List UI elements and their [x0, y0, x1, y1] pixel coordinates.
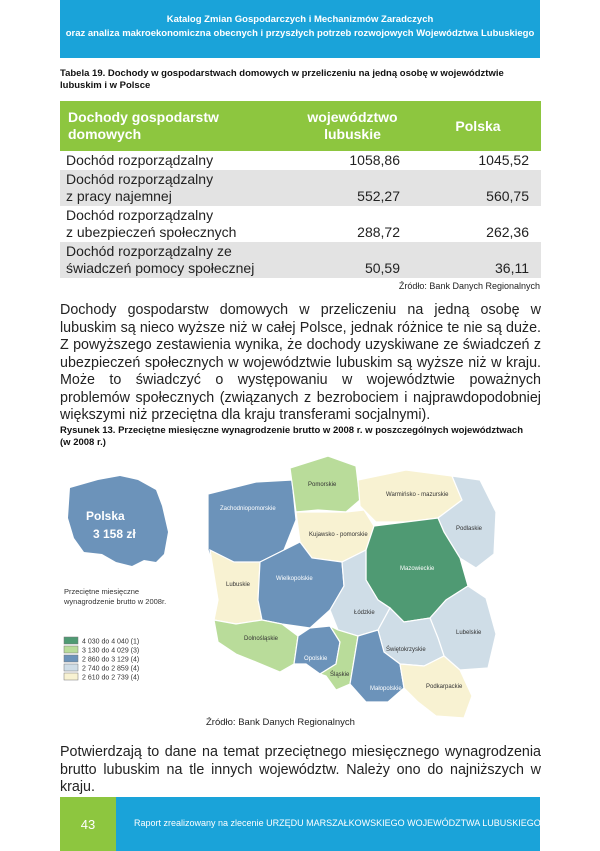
- income-table: [60, 101, 541, 278]
- region-label: Opolskie: [304, 656, 328, 662]
- value-polska: 1045,52: [478, 152, 529, 168]
- table-caption-line-1: Tabela 19. Dochody w gospodarstwach domowych w przeliczeniu na jedną osobę w województwie: [60, 68, 504, 79]
- footer-text: Raport zrealizowany na zlecenie URZĘDU MARSZAŁKOWSKIEGO WOJEWÓDZTWA LUBUSKIEGO: [134, 818, 541, 828]
- region-label: Śląskie: [330, 672, 350, 678]
- wage-map-figure: [60, 450, 541, 735]
- table-caption: [60, 68, 540, 92]
- region-label: Wielkopolskie: [276, 576, 313, 582]
- legend-label-4: 2 610 do 2 739 (4): [82, 674, 140, 682]
- paragraph-2: Potwierdzają to dane na temat przeciętnego miesięcznego wynagrodzenia brutto lubuskim na tle innych województw. Należy ono do najniższych w kraju.: [60, 744, 541, 795]
- table-header-row: [60, 101, 541, 151]
- header-line-1: Katalog Zmian Gospodarczych i Mechanizmów Zaradczych: [166, 14, 434, 25]
- legend: [64, 637, 139, 682]
- legend-swatch-1: [64, 646, 78, 653]
- region-label: Podlaskie: [456, 526, 483, 532]
- legend-swatch-0: [64, 637, 78, 644]
- map-source: Źródło: Bank Danych Regionalnych: [206, 717, 355, 728]
- table-row: [60, 206, 541, 242]
- poland-value: 3 158 zł: [93, 527, 136, 541]
- legend-swatch-4: [64, 673, 78, 680]
- page-number: 43: [60, 797, 116, 851]
- legend-title-line-2: wynagrodzenie brutto w 2008r.: [64, 597, 167, 606]
- table-row: [60, 151, 541, 170]
- legend-label-3: 2 740 do 2 859 (4): [82, 665, 140, 673]
- figure-caption-line-2: (w 2008 r.): [60, 437, 106, 448]
- page-header: [60, 0, 540, 58]
- row-label: Dochód rozporządzalny z pracy najemnej: [60, 170, 290, 206]
- table-row: [60, 242, 541, 278]
- region-label: Świętokrzyskie: [386, 647, 426, 653]
- page-footer: [60, 797, 540, 851]
- legend-swatch-3: [64, 664, 78, 671]
- row-label: Dochód rozporządzalny: [66, 152, 214, 168]
- value-polska: 560,75: [415, 170, 541, 206]
- value-lubuskie: 288,72: [357, 224, 400, 240]
- table-row: [60, 170, 541, 206]
- header-line-2: oraz analiza makroekonomiczna obecnych i przyszłych potrzeb rozwojowych Województwa Lubuskiego: [65, 28, 535, 39]
- poland-label: Polska: [86, 509, 125, 523]
- legend-label-2: 2 860 do 3 129 (4): [82, 656, 140, 664]
- region-label: Łódzkie: [354, 610, 375, 616]
- figure-caption-line-1: Rysunek 13. Przeciętne miesięczne wynagrodzenie brutto w 2008 r. w poszczególnych województwach: [60, 425, 523, 436]
- header-cell-polska: Polska: [415, 101, 541, 151]
- value-lubuskie: 1058,86: [349, 152, 400, 168]
- region-label: Warmińsko - mazurskie: [386, 492, 449, 498]
- header-cell-category: Dochody gospodarstw domowych: [60, 101, 290, 151]
- value-lubuskie: 50,59: [290, 242, 415, 278]
- table-source: Źródło: Bank Danych Regionalnych: [398, 281, 540, 291]
- value-polska: 262,36: [486, 224, 529, 240]
- legend-swatch-2: [64, 655, 78, 662]
- region-dolnoslaskie: [214, 620, 298, 672]
- region-label: Pomorskie: [308, 482, 337, 488]
- region-label: Zachodniopomorskie: [220, 506, 276, 512]
- header-cell-lubuskie: województwo lubuskie: [290, 101, 415, 151]
- region-label: Kujawsko - pomorskie: [309, 532, 368, 538]
- region-label: Mazowieckie: [400, 566, 435, 572]
- paragraph-1: Dochody gospodarstw domowych w przeliczeniu na jedną osobę w lubuskim są nieco wyższe niż w całej Polsce, jednak różnice te nie są duże. Z powyższego zestawienia wynika, że dochody uzyskiwane ze świadczeń z ubezpieczeń społecznych w województwie lubuskim są wyższe niż w kraju. Może to świadczyć o występowaniu w województwie poważnych problemów społecznych (związanych z bezrobociem i najprawdopodobniej większymi niż przeciętna dla kraju transferami socjalnymi).: [60, 302, 541, 423]
- region-label: Lubelskie: [456, 630, 482, 636]
- legend-label-0: 4 030 do 4 040 (1): [82, 638, 140, 646]
- region-label: Podkarpackie: [426, 684, 463, 690]
- value-lubuskie: 552,27: [290, 170, 415, 206]
- region-label: Małopolskie: [370, 686, 402, 692]
- legend-title-line-1: Przeciętne miesięczne: [64, 587, 140, 596]
- table-caption-line-2: lubuskim i w Polsce: [60, 80, 151, 91]
- value-polska: 36,11: [415, 242, 541, 278]
- row-label: Dochód rozporządzalny ze świadczeń pomocy społecznej: [60, 242, 290, 278]
- legend-label-1: 3 130 do 4 029 (3): [82, 647, 140, 655]
- figure-caption: [60, 425, 540, 449]
- poland-voivodeship-map: [60, 450, 541, 735]
- region-label: Dolnośląskie: [244, 636, 279, 642]
- voivodeships: [208, 456, 496, 718]
- region-label: Lubuskie: [226, 582, 251, 588]
- row-label: Dochód rozporządzalny z ubezpieczeń społecznych: [66, 207, 237, 240]
